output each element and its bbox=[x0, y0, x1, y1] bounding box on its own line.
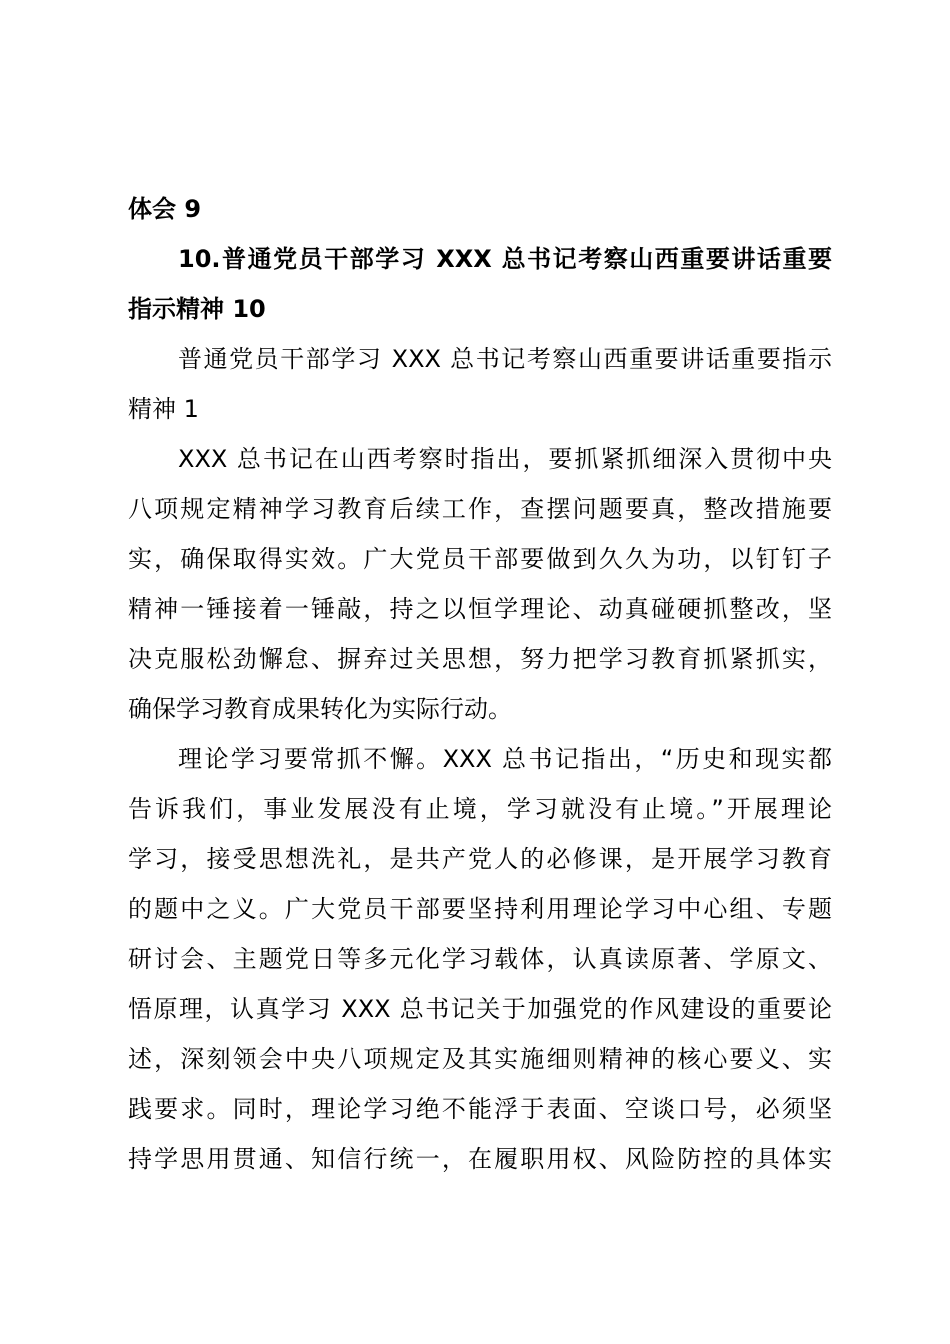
paragraph-2-line: 悟原理，认真学习 XXX 总书记关于加强党的作风建设的重要论 bbox=[128, 995, 832, 1023]
paragraph-1-line: 实，确保取得实效。广大党员干部要做到久久为功，以钉钉子 bbox=[128, 545, 832, 573]
section-title-line-2: 精神 1 bbox=[128, 395, 199, 423]
paragraph-1 bbox=[128, 434, 832, 734]
paragraph-2-line: 践要求。同时，理论学习绝不能浮于表面、空谈口号，必须坚 bbox=[128, 1095, 832, 1123]
paragraph-1-line: 决克服松劲懈怠、摒弃过关思想，努力把学习教育抓紧抓实， bbox=[128, 645, 832, 673]
section-title-line-1: 普通党员干部学习 XXX 总书记考察山西重要讲话重要指示 bbox=[178, 345, 832, 373]
document-page bbox=[128, 184, 832, 1184]
paragraph-2-line: 的题中之义。广大党员干部要坚持利用理论学习中心组、专题 bbox=[128, 895, 832, 923]
paragraph-1-line: 八项规定精神学习教育后续工作，查摆问题要真，整改措施要 bbox=[128, 495, 832, 523]
toc-entry-10-line-2: 指示精神 10 bbox=[128, 295, 266, 323]
paragraph-2-line: 学习，接受思想洗礼，是共产党人的必修课，是开展学习教育 bbox=[128, 845, 832, 873]
paragraph-2-line: 理论学习要常抓不懈。XXX 总书记指出，“历史和现实都 bbox=[178, 745, 832, 773]
paragraph-2 bbox=[128, 734, 832, 1184]
paragraph-1-line: 精神一锤接着一锤敲，持之以恒学理论、动真碰硬抓整改，坚 bbox=[128, 595, 832, 623]
toc-entry-10-line-1: 10.普通党员干部学习 XXX 总书记考察山西重要讲话重要 bbox=[178, 245, 832, 273]
paragraph-2-line: 告诉我们，事业发展没有止境，学习就没有止境。”开展理论 bbox=[128, 795, 832, 823]
paragraph-2-line: 述，深刻领会中央八项规定及其实施细则精神的核心要义、实 bbox=[128, 1045, 832, 1073]
paragraph-1-line: 确保学习教育成果转化为实际行动。 bbox=[128, 695, 512, 723]
paragraph-1-line: XXX 总书记在山西考察时指出，要抓紧抓细深入贯彻中央 bbox=[178, 445, 832, 473]
toc-entry-9-tail: 体会 9 bbox=[128, 195, 202, 223]
paragraph-2-line: 持学思用贯通、知信行统一，在履职用权、风险防控的具体实 bbox=[128, 1145, 832, 1173]
paragraph-2-line: 研讨会、主题党日等多元化学习载体，认真读原著、学原文、 bbox=[128, 945, 832, 973]
